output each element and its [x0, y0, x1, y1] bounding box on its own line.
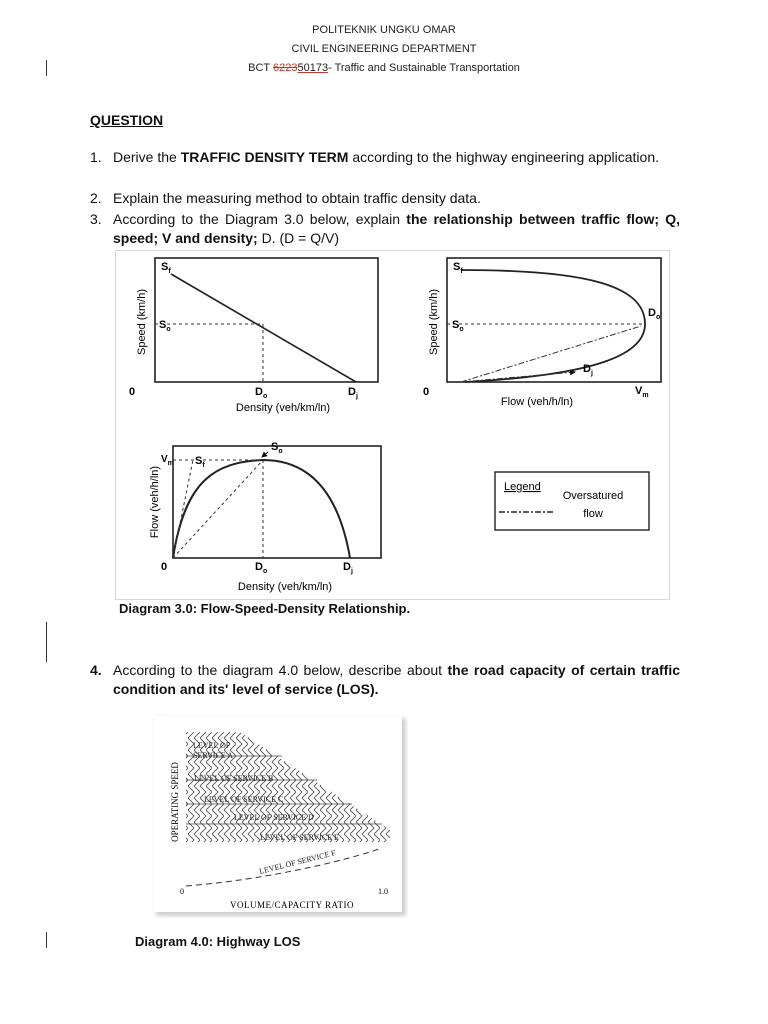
course-code-new: 50173	[297, 62, 329, 74]
flow-speed-density-diagram	[115, 250, 670, 600]
sf-label: $S_f$	[161, 261, 171, 275]
x-axis-label: Density (veh/km/ln)	[237, 581, 333, 593]
course-prefix: BCT	[248, 62, 273, 74]
x-axis-label: Density (veh/km/ln)	[235, 402, 331, 414]
question-number: 2.	[90, 190, 102, 206]
y-axis-label: OPERATING SPEED	[170, 762, 180, 842]
question-text: according to the highway engineering application.	[348, 149, 659, 165]
origin-label: 0	[423, 386, 430, 398]
y-axis-label: Speed (km/h)	[428, 288, 440, 356]
question-number: 1.	[90, 149, 102, 165]
do-label: $D_o$	[255, 386, 268, 400]
so-label: $S_o$	[271, 441, 283, 455]
course-suffix: - Traffic and Sustainable Transportation	[328, 62, 520, 74]
dj-label: $D_j$	[348, 386, 358, 400]
origin-label: 0	[129, 386, 136, 398]
institution-name: POLITEKNIK UNGKU OMAR	[312, 24, 456, 36]
x-axis-label: VOLUME/CAPACITY RATIO	[229, 900, 355, 910]
question-item	[90, 661, 680, 699]
y-axis-label: Flow (veh/h/ln)	[149, 465, 161, 539]
highway-los-diagram	[152, 714, 408, 918]
sf-label: $S_f$	[453, 261, 463, 275]
question-text: Explain the measuring method to obtain traffic density data.	[113, 190, 481, 206]
diagram-3-caption: Diagram 3.0: Flow-Speed-Density Relationship.	[119, 601, 411, 616]
question-heading: QUESTION	[90, 112, 164, 128]
los-f-label: LEVEL OF SERVICE F	[258, 848, 337, 876]
los-a-label: LEVEL OF	[193, 741, 231, 750]
question-number: 4.	[90, 662, 102, 678]
question-bold-text: the relationship between traffic flow; Q, speed; V and density;	[113, 211, 681, 246]
department-name: CIVIL ENGINEERING DEPARTMENT	[291, 43, 477, 55]
question-text: According to the Diagram 3.0 below, explain	[113, 211, 407, 227]
y-axis-label: Speed (km/h)	[136, 288, 148, 356]
question-text: According to the diagram 4.0 below, describe about	[113, 662, 448, 678]
course-code-old: 6223	[272, 62, 298, 74]
x-axis-start: 0	[180, 887, 184, 896]
dj-label: $D_j$	[343, 561, 353, 575]
so-label: $S_o$	[452, 319, 464, 333]
question-text: Derive the	[113, 149, 181, 165]
origin-label: 0	[161, 561, 168, 573]
question-item	[90, 148, 680, 167]
do-label: $D_o$	[255, 561, 268, 575]
question-bold-text: the road capacity of certain traffic condition and its' level of service (LOS).	[113, 662, 680, 697]
legend-title: Legend	[504, 481, 541, 493]
vm-label: $V_m$	[635, 385, 649, 399]
los-b-label: LEVEL OF SERVICE B	[194, 774, 274, 783]
los-c-label: LEVEL OF SERVICE C	[204, 795, 284, 804]
dj-label: $D_j$	[583, 363, 593, 377]
change-bar	[46, 932, 47, 948]
so-label: $S_o$	[159, 319, 171, 333]
x-axis-label: Flow (veh/h/ln)	[500, 396, 574, 408]
course-title	[0, 62, 768, 74]
legend-label: flow	[583, 508, 603, 520]
question-bold-text: TRAFFIC DENSITY TERM	[180, 149, 349, 165]
question-text: D. (D = Q/V)	[257, 230, 339, 246]
sf-label: $S_f$	[195, 455, 205, 469]
change-bar	[46, 60, 47, 76]
change-bar	[46, 622, 47, 662]
legend-label: Oversatured	[562, 490, 624, 502]
los-d-label: LEVEL OF SERVICE D	[234, 813, 314, 822]
los-e-label: LEVEL OF SERVICE E	[260, 833, 339, 842]
diagram-frame	[116, 251, 670, 600]
do-label: $D_o$	[648, 307, 661, 321]
question-number: 3.	[90, 211, 102, 227]
x-axis-end: 1.0	[378, 887, 388, 896]
diagram-4-caption: Diagram 4.0: Highway LOS	[135, 934, 301, 949]
vm-label: $V_m$	[161, 454, 174, 467]
question-item	[90, 210, 680, 248]
question-item	[90, 189, 680, 208]
los-a-label: SERVICE A	[193, 751, 234, 760]
